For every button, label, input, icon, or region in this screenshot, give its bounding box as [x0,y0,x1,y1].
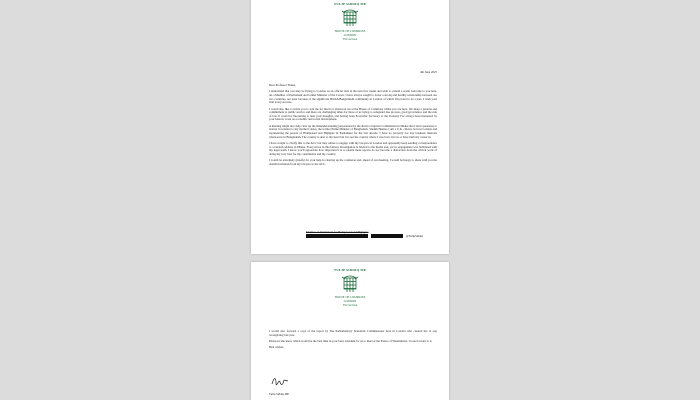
redaction-bar [306,234,368,237]
letterhead-city: LONDON [343,299,357,303]
paragraph: Please let me know which would be the best time in your busy schedule for us to meet at the Palace of Westminster. I look forward to it. [269,338,433,343]
redaction-bar [371,234,403,237]
letterhead-address [251,29,449,41]
portcullis-icon [341,7,359,29]
letter-page-1 [251,0,449,254]
signature-icon [271,375,289,387]
letterhead-mp-name: TULIP SIDDIQ MP [333,2,367,6]
paragraph: I would also forward a copy of the report by The Parliamentary Standards Commissioner here in London who cleared me of any wrongdoing last year. [269,329,437,337]
paragraph: I understand that you may be flying to London on an official visit in the next few weeks and wish to extend a warm welcome to you here. As a Member of Parliament and former Minister of the Crown, I have always sought to foster a strong and healthy relationship between our two countries, not least because of the significant British-Bangladeshi community in London of which I'm proud to be a part. I wish your visit every success. [269,89,437,105]
paragraph: A meeting might also help clear up the misunderstanding perpetuated by the Anti-Corruption Commission in Dhaka that I have questions to answer in relation to my mother's sister, the former Prime Minister of Bangladesh, Sheikh Hasina. I am a U.K. citizen, born in London and representing the people of Hampstead and Highgate in Parliament for the last decade. I have no property nor any business interests whatsoever in Bangladesh. The country is dear to my heart but it is not the country where I was born, live in or have built my career in. [269,123,437,139]
closing: Best wishes, [269,345,284,350]
letter-body-2 [269,330,437,353]
letter-page-2 [251,262,449,400]
letterhead-house: HOUSE OF COMMONS [334,295,366,299]
portcullis-icon [341,273,359,295]
letterhead-postcode: SW1A 0AA [342,37,358,41]
paragraph: I have sought to clarify this to the ACC but they refuse to engage with my lawyers in London and apparently keep sending correspondence to a random address in Dhaka. Every move in this fantasy investigation is briefed to the media and, yet no engagement was facilitated with my legal team. I know you'll appreciate how important it is to ensure these reports do not become a distraction from the critical work of doing my very best for my constituents and my country. [269,140,437,156]
letterhead-city: LONDON [343,33,357,37]
paragraph: I would also like to invite you to join me for lunch or afternoon tea at the House of Commons whilst you are here. We share a passion and commitment to public service and there are challenging times for those of us trying to safeguard due process, good governance and the rule of law. It would be interesting to hear your thoughts, and having been Economic Secretary to the Treasury I've always been interested by your historic work on economic and social development. [269,106,437,122]
signatory: Tulip Siddiq MP [269,392,290,396]
letterhead-mp-name: TULIP SIDDIQ MP [333,268,367,272]
letter-body-1 [269,84,437,169]
letterhead-address [251,295,449,307]
letterhead-house: HOUSE OF COMMONS [334,29,366,33]
salutation: Dear Professor Yunus, [269,83,296,87]
footer-handle: @TulipSiddiq [406,234,423,238]
letterhead-postcode: SW1A 0AA [342,303,358,307]
letter-footer [306,230,423,238]
footer-title: Member of Parliament for Hampstead and Highgate [306,230,369,234]
letter-date: 4th June 2025 [420,70,437,74]
paragraph: I would be extremely grateful for your help in clearing up the confusion and, ahead of our meeting, I would be happy to share with you the detailed rebuttals from my lawyers to the ACC. [269,158,437,166]
